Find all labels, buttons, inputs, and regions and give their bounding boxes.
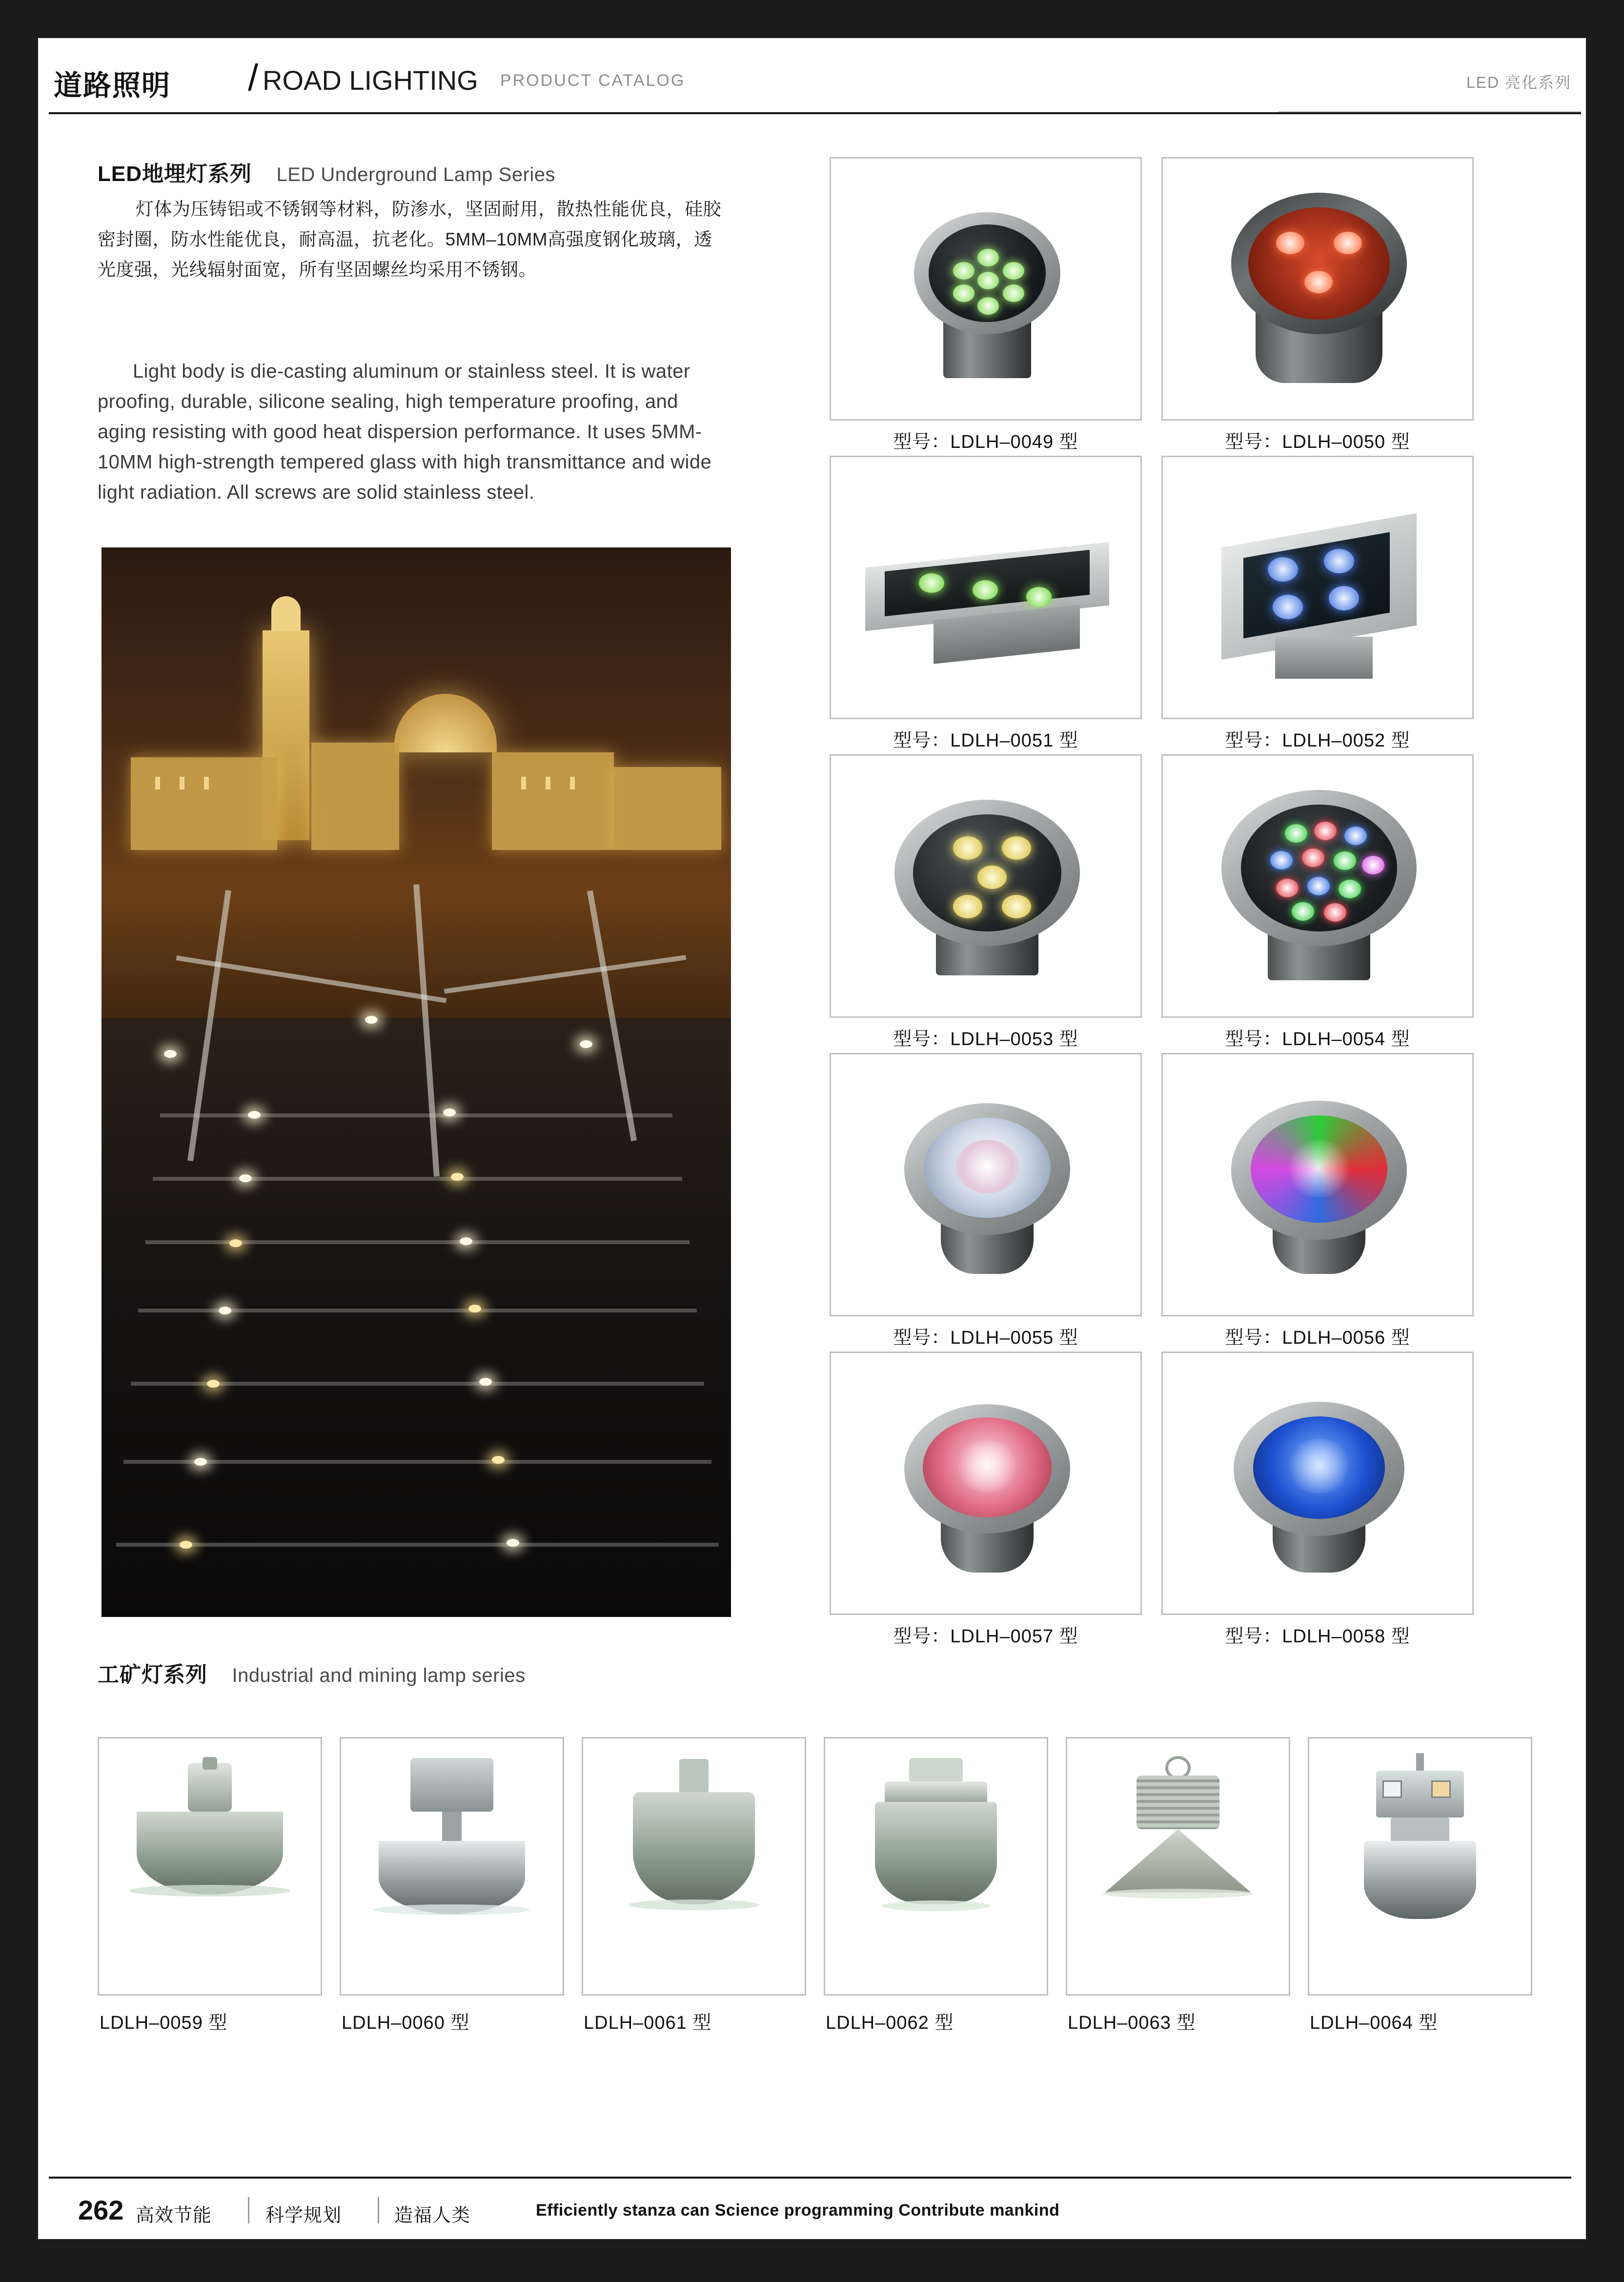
page-border-top xyxy=(0,0,1624,38)
lamp-art-round-rgb xyxy=(1163,756,1472,1016)
product-caption: 型号：LDLH–0056 型 xyxy=(1225,1328,1410,1348)
section-title-industrial xyxy=(98,1657,526,1688)
photo-step-light xyxy=(180,1541,192,1549)
product-caption: 型号：LDLH–0052 型 xyxy=(1225,730,1410,751)
footer-rule xyxy=(49,2177,1571,2179)
product-card[interactable] xyxy=(1066,1737,1290,2034)
product-caption: 型号：LDLH–0049 型 xyxy=(893,432,1078,452)
product-caption: LDLH–0062 型 xyxy=(826,2013,954,2033)
photo-step-light xyxy=(248,1111,261,1119)
photo-step-light xyxy=(194,1458,207,1466)
product-image xyxy=(830,754,1142,1018)
photo-stair xyxy=(123,1460,711,1464)
photo-stair xyxy=(116,1543,719,1547)
photo-step-light xyxy=(207,1380,220,1388)
product-caption: LDLH–0064 型 xyxy=(1310,2013,1438,2033)
header-series-label: LED 亮化系列 xyxy=(1466,74,1571,91)
product-image xyxy=(1161,754,1474,1018)
product-caption: LDLH–0063 型 xyxy=(1068,2013,1196,2033)
photo-window xyxy=(546,777,550,789)
product-card[interactable] xyxy=(98,1737,322,2034)
lamp-art-square-4led xyxy=(1163,457,1472,718)
page-border-left xyxy=(0,0,38,2282)
photo-step-light xyxy=(164,1050,177,1058)
lamp-art-round-blue-glass xyxy=(1163,1353,1472,1614)
lamp-art-round-red-ring xyxy=(1163,159,1472,419)
footer-slogan-2: 科学规划 xyxy=(265,2205,342,2226)
section-title-industrial-en: Industrial and mining lamp series xyxy=(232,1665,526,1686)
photo-step-light xyxy=(443,1109,456,1116)
photo-stair xyxy=(145,1240,690,1244)
paragraph-en xyxy=(98,356,732,507)
product-image xyxy=(582,1737,806,1996)
product-image xyxy=(824,1737,1048,1996)
product-card[interactable] xyxy=(582,1737,806,2034)
photo-step-light xyxy=(507,1539,519,1547)
paragraph-cn-text: 灯体为压铸铝或不锈钢等材料，防渗水，坚固耐用，散热性能优良，硅胶密封圈，防水性能优良，耐高温，抗老化。5MM–10MM高强度钢化玻璃，透光度强，光线辐射面宽，所有坚固螺丝均采用不锈钢。 xyxy=(98,199,721,280)
page-footer xyxy=(38,2181,1586,2239)
photo-step-light xyxy=(229,1239,242,1247)
product-card[interactable] xyxy=(1308,1737,1532,2034)
section-title-industrial-cn: 工矿灯系列 xyxy=(98,1663,207,1687)
photo-window xyxy=(521,777,526,789)
header-title-en: ROAD LIGHTING xyxy=(263,65,478,96)
section-title-underground xyxy=(98,156,555,187)
photo-step-light xyxy=(580,1040,592,1048)
photo-stair xyxy=(153,1177,682,1181)
photo-step-light xyxy=(492,1456,505,1464)
product-caption: LDLH–0061 型 xyxy=(584,2013,712,2033)
product-image xyxy=(1161,157,1474,421)
product-caption: 型号：LDLH–0053 型 xyxy=(893,1029,1078,1050)
page-border-bottom xyxy=(0,2239,1624,2282)
product-image xyxy=(1161,1053,1474,1316)
photo-stair xyxy=(160,1113,672,1117)
photo-window xyxy=(180,777,184,789)
footer-slogan-3: 造福人类 xyxy=(394,2205,471,2226)
page-border-right xyxy=(1586,0,1624,2282)
photo-window xyxy=(570,777,575,789)
footer-divider xyxy=(378,2197,379,2223)
photo-building xyxy=(311,743,399,850)
product-image xyxy=(98,1737,322,1996)
photo-step-light xyxy=(239,1174,252,1182)
header-rule xyxy=(49,112,1581,114)
product-card[interactable] xyxy=(340,1737,564,2034)
product-image xyxy=(340,1737,564,1996)
footer-slogan-1: 高效节能 xyxy=(136,2205,212,2226)
product-caption: 型号：LDLH–0051 型 xyxy=(893,730,1078,751)
photo-building xyxy=(131,757,277,850)
product-caption: 型号：LDLH–0055 型 xyxy=(893,1328,1078,1348)
product-caption: 型号：LDLH–0058 型 xyxy=(1225,1626,1410,1647)
page-header xyxy=(49,49,1576,107)
lamp-art-rect-3led xyxy=(831,457,1140,718)
paragraph-en-text: Light body is die-casting aluminum or stainless steel. It is water proofing, durable, silicone sealing, high temperature proofing, and aging resisting with good heat dispersion performance. It uses 5MM-10MM high-strength tempered glass with high transmittance and wide light radiation. All screws are solid stainless steel. xyxy=(98,361,712,503)
product-caption: 型号：LDLH–0057 型 xyxy=(893,1626,1078,1647)
photo-step-light xyxy=(468,1305,481,1313)
lamp-art-round-glass-white xyxy=(831,1054,1140,1315)
product-image xyxy=(1161,1352,1474,1615)
product-image xyxy=(830,157,1142,421)
photo-step-light xyxy=(365,1016,378,1024)
product-image xyxy=(830,1053,1142,1316)
header-slash: / xyxy=(248,57,259,99)
photo-building xyxy=(492,752,614,850)
page-number: 262 xyxy=(78,2195,124,2225)
photo-window xyxy=(155,777,160,789)
footer-divider xyxy=(248,2197,249,2223)
footer-slogan-en: Efficiently stanza can Science programming Contribute mankind xyxy=(536,2201,1060,2220)
product-image xyxy=(830,456,1142,719)
product-image xyxy=(1066,1737,1290,1996)
section-title-underground-cn: LED地埋灯系列 xyxy=(98,162,252,186)
product-caption: LDLH–0059 型 xyxy=(100,2013,228,2033)
product-image xyxy=(830,1352,1142,1615)
photo-step-light xyxy=(479,1378,492,1386)
product-image xyxy=(1308,1737,1532,1996)
product-image xyxy=(1161,456,1474,719)
product-card[interactable] xyxy=(824,1737,1048,2034)
lamp-art-round-5led xyxy=(831,756,1140,1016)
paragraph-cn xyxy=(98,194,727,285)
product-caption: 型号：LDLH–0054 型 xyxy=(1225,1029,1410,1050)
product-caption: LDLH–0060 型 xyxy=(342,2013,470,2033)
photo-step-light xyxy=(451,1173,464,1181)
lamp-art-round-pink-glass xyxy=(831,1353,1140,1614)
lamp-art-round-7led xyxy=(831,159,1140,419)
photo-step-light xyxy=(219,1307,231,1314)
photo-window xyxy=(204,777,209,789)
product-caption: 型号：LDLH–0050 型 xyxy=(1225,432,1410,452)
photo-building xyxy=(614,767,721,850)
section-title-underground-en: LED Underground Lamp Series xyxy=(276,164,556,185)
header-subtitle: PRODUCT CATALOG xyxy=(500,71,686,90)
lamp-art-round-rgb-spiral xyxy=(1163,1054,1472,1315)
photo-step-light xyxy=(460,1237,472,1245)
application-photo xyxy=(102,547,731,1617)
header-title-cn: 道路照明 xyxy=(54,70,171,101)
